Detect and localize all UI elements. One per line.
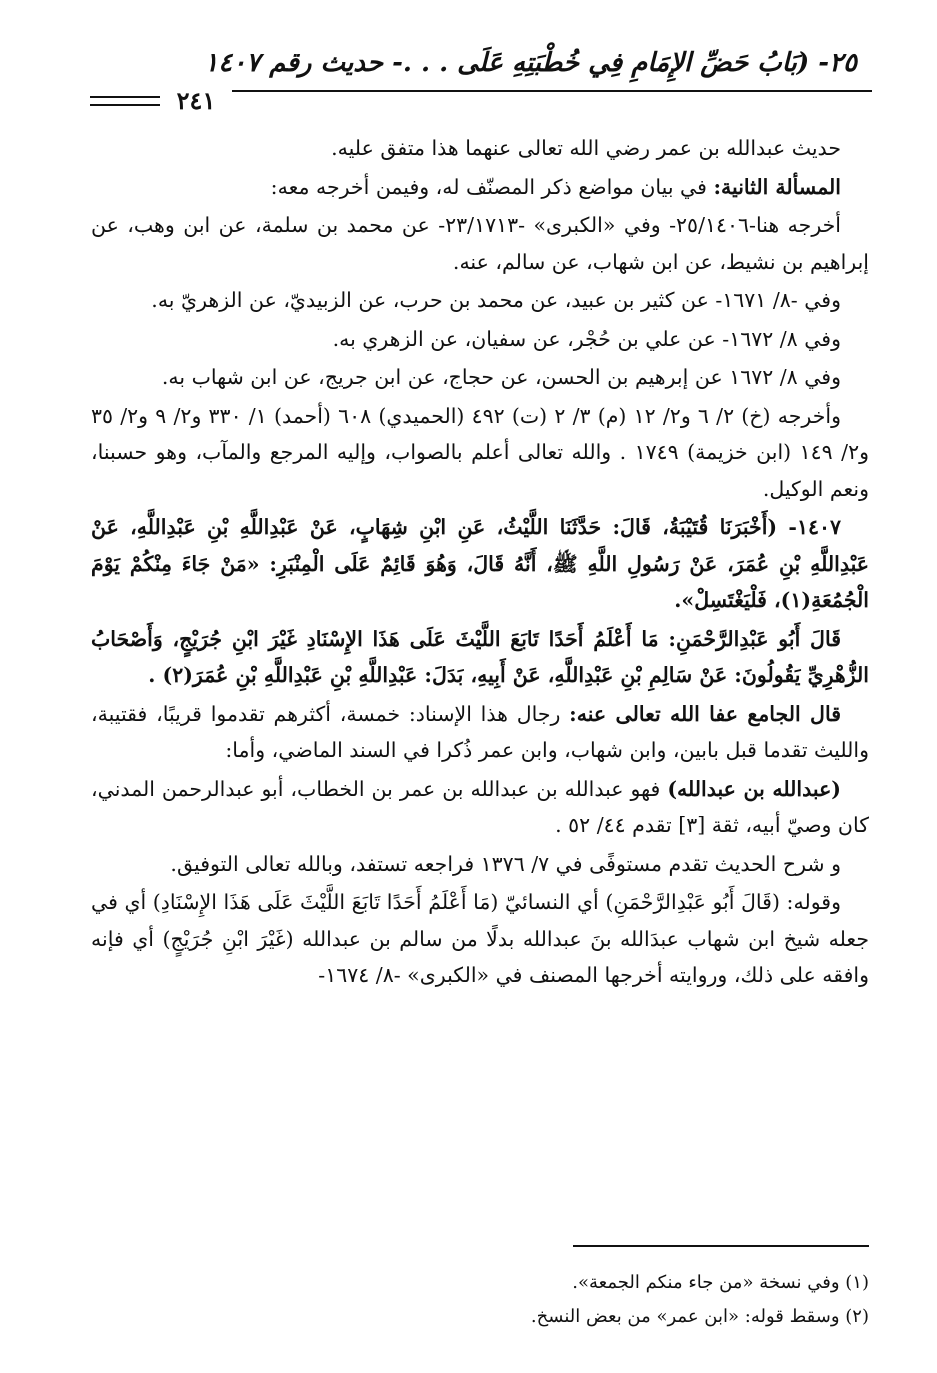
footnote-separator — [573, 1245, 869, 1247]
footnote-1: (١) وفي نسخة «من جاء منكم الجمعة». — [572, 1272, 869, 1293]
paragraph-takhrij-1672-b: وفي ٨/ ١٦٧٢ عن إبرهيم بن الحسن، عن حجاج، عن ابن جريج، عن ابن شهاب به. — [161, 365, 841, 389]
page-number: ٢٤١ — [176, 86, 216, 115]
paragraph-takhrij-1672-a: وفي ٨/ ١٦٧٢- عن علي بن حُجْر، عن سفيان، عن الزهري به. — [332, 326, 841, 351]
paragraph-narrator-bio: (عبدالله بن عبدالله) فهو عبدالله بن عبدالله بن عمر بن الخطاب، أبو عبدالرحمن المدني، كان وصيّ أبيه، ثقة [٣] تقدم ٤٤/ ٥٢ . — [91, 776, 869, 837]
hadith-1407-text: ١٤٠٧- (أَخْبَرَنَا قُتَيْبَةُ، قَالَ: حَدَّثَنَا اللَّيْثُ، عَنِ ابْنِ شِهَابٍ، عَنْ عَبْدِاللَّهِ بْنِ عَبْدِاللَّهِ، عَنْ عَبْدِاللَّهِ بْنِ عُمَرَ، عَنْ رَسُولِ اللَّهِ ﷺ، أَنَّهُ قَالَ، وَهُوَ قَائِمٌ عَلَى الْمِنْبَرِ: «مَنْ جَاءَ مِنْكُمْ يَوْمَ الْجُمُعَةِ(١)، فَلْيَغْتَسِلْ». — [91, 515, 869, 612]
page-number-rule-bottom — [90, 104, 160, 106]
main-text — [91, 130, 869, 996]
compiler-heading: قال الجامع عفا الله تعالى عنه: — [569, 701, 841, 726]
footnote-2: (٢) وسقط قوله: «ابن عمر» من بعض النسخ. — [530, 1306, 869, 1327]
paragraph-compiler-note: قال الجامع عفا الله تعالى عنه: رجال هذا الإسناد: خمسة، أكثرهم تقدموا قريبًا، فقتيبة، والليث تقدما قبل بابين، وابن شهاب، وابن عمر ذُكرا في السند الماضي، وأما: — [91, 701, 869, 762]
paragraph-hadith-agreed: حديث عبدالله بن عمر رضي الله تعالى عنهما هذا متفق عليه. — [331, 136, 841, 160]
running-header-title: ٢٥- (بَابُ حَضِّ الإِمَامِ فِي خُطْبَتِهِ عَلَى . . .- حديث رقم ١٤٠٧ — [204, 48, 857, 78]
header-rule — [232, 90, 872, 92]
paragraph-commentary: وقوله: (قَالَ أَبُو عَبْدِالرَّحْمَنِ) أي النسائيّ (مَا أَعْلَمُ أَحَدًا تَابَعَ اللَّيْثَ عَلَى هَذَا الإِسْنَادِ) أي في جعله شيخ ابن شهاب عبدَالله بنَ عبدالله بدلًا من سالم بن عبدالله (غَيْرَ ابْنِ جُرَيْجٍ) أي فإنه وافقه على ذلك، وروايته أخرجها المصنف في «الكبرى» -٨/ ١٦٧٤- — [91, 890, 869, 987]
paragraph-explanation-ref: و شرح الحديث تقدم مستوفًى في ٧/ ١٣٧٦ فراجعه تستفد، وبالله تعالى التوفيق. — [170, 851, 841, 876]
paragraph-other-sources: وأخرجه (خ) ٢/ ٦ و٢/ ١٢ (م) ٣/ ٢ (ت) ٤٩٢ (الحميدي) ٦٠٨ (أحمد) ١/ ٣٣٠ و٢/ ٩ و٢/ ٣٥ و٢/ ١٤٩ (ابن خزيمة) ١٧٤٩ . والله تعالى أعلم بالصواب، وإليه المرجع والمآب، وهو حسبنا، ونعم الوكيل. — [91, 403, 869, 501]
section-heading: المسألة الثانية: — [713, 174, 841, 199]
paragraph-second-issue: المسألة الثانية: في بيان مواضع ذكر المصنّف له، وفيمن أخرجه معه: — [270, 174, 841, 199]
paragraph-takhrij-here: أخرجه هنا-٢٥/١٤٠٦- وفي «الكبرى» -٢٣/١٧١٣- عن محمد بن سلمة، عن ابن وهب، عن إبراهيم بن نشيط، عن ابن شهاب، عن سالم، عنه. — [91, 213, 869, 274]
page-number-rule-top — [90, 96, 160, 98]
footnotes — [91, 1266, 869, 1334]
narrator-name: (عبدالله بن عبدالله) — [667, 776, 841, 801]
paragraph-takhrij-1671: وفي -٨/ ١٦٧١- عن كثير بن عبيد، عن محمد بن حرب، عن الزبيديّ، عن الزهريّ به. — [151, 288, 841, 312]
nasai-comment: قَالَ أَبُو عَبْدِالرَّحْمَنِ: مَا أَعْلَمُ أَحَدًا تَابَعَ اللَّيْثَ عَلَى هَذَا الإِسْنَادِ غَيْرَ ابْنِ جُرَيْجٍ، وَأَصْحَابُ الزُّهْرِيِّ يَقُولُونَ: عَنْ سَالِمِ بْنِ عَبْدِاللَّهِ، عَنْ أَبِيهِ، بَدَلَ: عَبْدِاللَّهِ بْنِ عَبْدِاللَّهِ بْنِ عُمَرَ(٢) . — [91, 626, 869, 687]
